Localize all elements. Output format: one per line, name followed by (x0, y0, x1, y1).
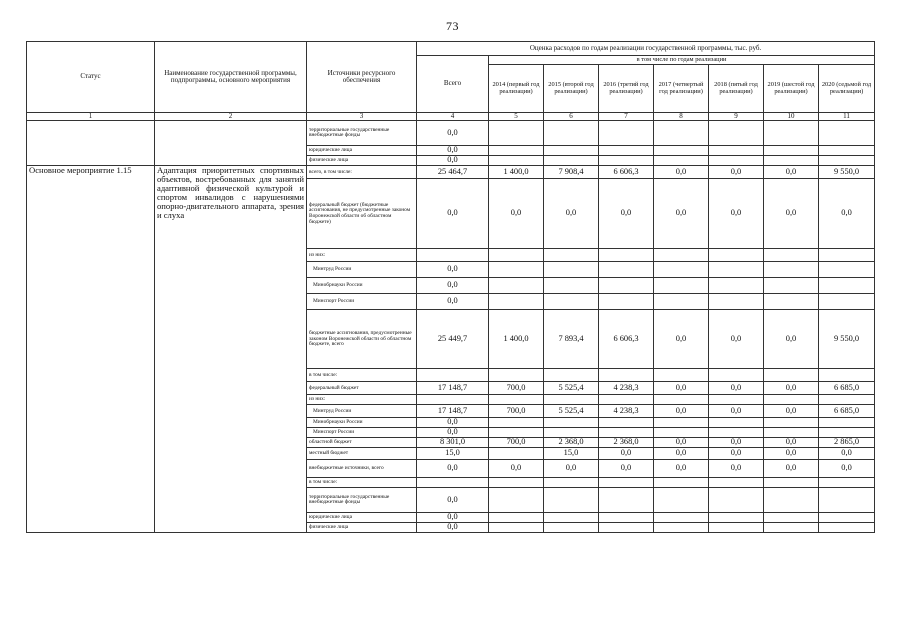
total-cell: 0,0 (417, 179, 489, 249)
year-value-cell (599, 156, 654, 166)
year-value-cell (489, 156, 544, 166)
year-value-cell (709, 146, 764, 156)
year-value-cell (709, 395, 764, 405)
year-value-cell: 0,0 (819, 448, 875, 460)
year-value-cell: 700,0 (489, 382, 544, 395)
year-value-cell (544, 478, 599, 488)
year-value-cell: 0,0 (544, 460, 599, 478)
source-cell: территориальные государственные внебюджетные фонды (307, 121, 417, 146)
source-cell: в том числе: (307, 478, 417, 488)
year-value-cell (544, 121, 599, 146)
total-cell: 0,0 (417, 156, 489, 166)
header-year-2020: 2020 (седьмой год реализации) (819, 65, 875, 113)
table-body (27, 121, 875, 533)
year-value-cell (599, 249, 654, 262)
year-value-cell (599, 523, 654, 533)
year-value-cell: 4 238,3 (599, 405, 654, 418)
year-value-cell (489, 418, 544, 428)
total-cell: 0,0 (417, 146, 489, 156)
source-cell: Минобрнауки России (307, 418, 417, 428)
year-value-cell: 0,0 (654, 438, 709, 448)
year-value-cell (654, 523, 709, 533)
year-value-cell (819, 249, 875, 262)
year-value-cell (599, 478, 654, 488)
year-value-cell: 0,0 (764, 448, 819, 460)
year-value-cell: 0,0 (654, 310, 709, 369)
header-year-2019: 2019 (шестой год реализации) (764, 65, 819, 113)
year-value-cell (819, 156, 875, 166)
year-value-cell (709, 294, 764, 310)
year-value-cell (709, 121, 764, 146)
column-number: 11 (819, 113, 875, 121)
source-cell: Минспорт России (307, 428, 417, 438)
year-value-cell: 0,0 (764, 438, 819, 448)
year-value-cell (489, 146, 544, 156)
source-cell: Минтруд России (307, 262, 417, 278)
source-cell: федеральный бюджет (307, 382, 417, 395)
year-value-cell (709, 156, 764, 166)
header-sources: Источники ресурсного обеспечения (307, 42, 417, 113)
total-cell: 0,0 (417, 513, 489, 523)
activity-status: Основное мероприятие 1.15 (27, 166, 155, 533)
year-value-cell (819, 513, 875, 523)
year-value-cell (544, 249, 599, 262)
year-value-cell (764, 121, 819, 146)
year-value-cell: 0,0 (764, 179, 819, 249)
year-value-cell (599, 513, 654, 523)
year-value-cell: 6 606,3 (599, 310, 654, 369)
year-value-cell (764, 294, 819, 310)
year-value-cell (599, 146, 654, 156)
total-cell: 0,0 (417, 428, 489, 438)
header-year-2018: 2018 (пятый год реализации) (709, 65, 764, 113)
year-value-cell (599, 488, 654, 513)
total-cell: 0,0 (417, 488, 489, 513)
column-number: 2 (155, 113, 307, 121)
activity-name: Адаптация приоритетных спортивных объектов, востребованных для занятий адаптивной физической культурой и спортом инвалидов с нарушениями опорно-двигательного аппарата, зрения и слуха (155, 166, 307, 533)
year-value-cell (819, 428, 875, 438)
year-value-cell (764, 395, 819, 405)
year-value-cell: 4 238,3 (599, 382, 654, 395)
year-value-cell: 0,0 (764, 166, 819, 179)
year-value-cell (654, 395, 709, 405)
column-number: 3 (307, 113, 417, 121)
year-value-cell (819, 369, 875, 382)
year-value-cell (489, 478, 544, 488)
year-value-cell (544, 418, 599, 428)
total-cell (417, 478, 489, 488)
year-value-cell (819, 146, 875, 156)
header-estimate: Оценка расходов по годам реализации государственной программы, тыс. руб. (417, 42, 875, 56)
year-value-cell (489, 278, 544, 294)
column-number: 9 (709, 113, 764, 121)
column-number: 10 (764, 113, 819, 121)
year-value-cell: 7 893,4 (544, 310, 599, 369)
header-total: Всего (417, 56, 489, 113)
year-value-cell (764, 488, 819, 513)
year-value-cell: 0,0 (709, 448, 764, 460)
year-value-cell: 0,0 (489, 460, 544, 478)
year-value-cell (764, 428, 819, 438)
year-value-cell (489, 448, 544, 460)
year-value-cell: 6 685,0 (819, 405, 875, 418)
year-value-cell: 0,0 (599, 179, 654, 249)
total-cell: 17 148,7 (417, 405, 489, 418)
source-cell: федеральный бюджет (бюджетные ассигнования, не предусмотренные законом Воронежской области об областном бюджете) (307, 179, 417, 249)
year-value-cell (544, 395, 599, 405)
header-name: Наименование государственной программы, подпрограммы, основного мероприятия (155, 42, 307, 113)
source-cell: юридические лица (307, 513, 417, 523)
column-number: 8 (654, 113, 709, 121)
year-value-cell (654, 156, 709, 166)
year-value-cell (654, 478, 709, 488)
year-value-cell (654, 513, 709, 523)
year-value-cell (709, 513, 764, 523)
column-number: 5 (489, 113, 544, 121)
year-value-cell (709, 478, 764, 488)
total-cell: 0,0 (417, 523, 489, 533)
total-cell: 0,0 (417, 278, 489, 294)
column-number: 6 (544, 113, 599, 121)
column-number: 7 (599, 113, 654, 121)
year-value-cell: 0,0 (654, 179, 709, 249)
year-value-cell (489, 121, 544, 146)
year-value-cell: 9 550,0 (819, 166, 875, 179)
year-value-cell (709, 488, 764, 513)
year-value-cell (654, 294, 709, 310)
year-value-cell (764, 513, 819, 523)
source-cell: юридические лица (307, 146, 417, 156)
year-value-cell: 0,0 (654, 460, 709, 478)
year-value-cell: 6 606,3 (599, 166, 654, 179)
source-cell: бюджетные ассигнования, предусмотренные законом Воронежской области об областном бюджете, всего (307, 310, 417, 369)
year-value-cell: 9 550,0 (819, 310, 875, 369)
year-value-cell (489, 249, 544, 262)
year-value-cell: 2 865,0 (819, 438, 875, 448)
year-value-cell: 0,0 (489, 179, 544, 249)
source-cell: из них: (307, 395, 417, 405)
year-value-cell (489, 395, 544, 405)
year-value-cell (489, 523, 544, 533)
year-value-cell (764, 418, 819, 428)
year-value-cell (544, 156, 599, 166)
header-year-2017: 2017 (четвертый год реализации) (654, 65, 709, 113)
source-cell: территориальные государственные внебюджетные фонды (307, 488, 417, 513)
column-number-row (27, 113, 875, 121)
year-value-cell (709, 262, 764, 278)
year-value-cell (819, 478, 875, 488)
year-value-cell: 0,0 (709, 438, 764, 448)
year-value-cell: 6 685,0 (819, 382, 875, 395)
name-cell-empty (155, 121, 307, 166)
year-value-cell (764, 478, 819, 488)
year-value-cell (819, 395, 875, 405)
total-cell (417, 249, 489, 262)
year-value-cell: 0,0 (709, 460, 764, 478)
source-cell: Минтруд России (307, 405, 417, 418)
year-value-cell (709, 249, 764, 262)
column-number: 1 (27, 113, 155, 121)
year-value-cell (489, 262, 544, 278)
year-value-cell (599, 278, 654, 294)
source-cell: физические лица (307, 523, 417, 533)
year-value-cell (654, 249, 709, 262)
total-cell: 0,0 (417, 294, 489, 310)
table-row (27, 121, 875, 146)
year-value-cell: 0,0 (654, 405, 709, 418)
total-cell: 17 148,7 (417, 382, 489, 395)
year-value-cell (599, 369, 654, 382)
year-value-cell: 5 525,4 (544, 405, 599, 418)
source-cell: местный бюджет (307, 448, 417, 460)
year-value-cell (764, 249, 819, 262)
year-value-cell (599, 121, 654, 146)
total-cell: 15,0 (417, 448, 489, 460)
year-value-cell: 0,0 (599, 448, 654, 460)
year-value-cell (709, 523, 764, 533)
header-by-years: в том числе по годам реализации (489, 56, 875, 65)
source-cell: всего, в том числе: (307, 166, 417, 179)
year-value-cell (819, 294, 875, 310)
table-row (27, 166, 875, 179)
year-value-cell: 0,0 (654, 166, 709, 179)
year-value-cell (544, 146, 599, 156)
year-value-cell (654, 418, 709, 428)
year-value-cell (654, 488, 709, 513)
year-value-cell (764, 369, 819, 382)
total-cell: 0,0 (417, 262, 489, 278)
year-value-cell (819, 488, 875, 513)
total-cell: 0,0 (417, 418, 489, 428)
year-value-cell (544, 369, 599, 382)
year-value-cell (544, 523, 599, 533)
year-value-cell (709, 418, 764, 428)
year-value-cell (819, 278, 875, 294)
year-value-cell (819, 121, 875, 146)
year-value-cell: 700,0 (489, 438, 544, 448)
year-value-cell (599, 294, 654, 310)
year-value-cell (819, 523, 875, 533)
year-value-cell (489, 369, 544, 382)
year-value-cell (599, 428, 654, 438)
source-cell: в том числе: (307, 369, 417, 382)
year-value-cell (654, 428, 709, 438)
year-value-cell: 15,0 (544, 448, 599, 460)
total-cell: 0,0 (417, 460, 489, 478)
page-number: 73 (446, 19, 459, 33)
source-cell: Минспорт России (307, 294, 417, 310)
year-value-cell: 0,0 (764, 382, 819, 395)
total-cell: 25 464,7 (417, 166, 489, 179)
year-value-cell (764, 146, 819, 156)
year-value-cell (544, 294, 599, 310)
year-value-cell: 0,0 (599, 460, 654, 478)
source-cell: внебюджетные источники, всего (307, 460, 417, 478)
year-value-cell (709, 369, 764, 382)
year-value-cell: 0,0 (819, 179, 875, 249)
year-value-cell (544, 513, 599, 523)
year-value-cell (544, 262, 599, 278)
year-value-cell: 0,0 (544, 179, 599, 249)
year-value-cell (654, 146, 709, 156)
budget-table (26, 41, 875, 533)
header-status: Статус (27, 42, 155, 113)
year-value-cell: 0,0 (709, 382, 764, 395)
year-value-cell (544, 428, 599, 438)
year-value-cell (654, 121, 709, 146)
year-value-cell (654, 262, 709, 278)
year-value-cell (764, 262, 819, 278)
year-value-cell: 7 908,4 (544, 166, 599, 179)
year-value-cell (544, 488, 599, 513)
source-cell: Минобрнауки России (307, 278, 417, 294)
status-cell-empty (27, 121, 155, 166)
year-value-cell (819, 262, 875, 278)
year-value-cell (709, 278, 764, 294)
source-cell: физические лица (307, 156, 417, 166)
source-cell: из них: (307, 249, 417, 262)
column-number: 4 (417, 113, 489, 121)
year-value-cell: 0,0 (709, 310, 764, 369)
year-value-cell: 1 400,0 (489, 166, 544, 179)
year-value-cell (489, 294, 544, 310)
year-value-cell: 700,0 (489, 405, 544, 418)
year-value-cell (764, 523, 819, 533)
total-cell: 0,0 (417, 121, 489, 146)
year-value-cell (599, 262, 654, 278)
year-value-cell: 0,0 (764, 405, 819, 418)
total-cell (417, 395, 489, 405)
header-year-2016: 2016 (третий год реализации) (599, 65, 654, 113)
year-value-cell (489, 513, 544, 523)
year-value-cell: 0,0 (654, 382, 709, 395)
header-year-2015: 2015 (второй год реализации) (544, 65, 599, 113)
total-cell: 8 301,0 (417, 438, 489, 448)
total-cell (417, 369, 489, 382)
year-value-cell: 0,0 (709, 405, 764, 418)
year-value-cell (654, 369, 709, 382)
year-value-cell (599, 418, 654, 428)
year-value-cell: 2 368,0 (544, 438, 599, 448)
year-value-cell: 0,0 (654, 448, 709, 460)
header-year-2014: 2014 (первый год реализации) (489, 65, 544, 113)
year-value-cell: 0,0 (709, 166, 764, 179)
source-cell: областной бюджет (307, 438, 417, 448)
year-value-cell (764, 278, 819, 294)
year-value-cell (654, 278, 709, 294)
year-value-cell (489, 428, 544, 438)
year-value-cell: 2 368,0 (599, 438, 654, 448)
year-value-cell (489, 488, 544, 513)
year-value-cell: 0,0 (819, 460, 875, 478)
year-value-cell: 0,0 (764, 310, 819, 369)
year-value-cell: 0,0 (709, 179, 764, 249)
total-cell: 25 449,7 (417, 310, 489, 369)
year-value-cell (599, 395, 654, 405)
year-value-cell (709, 428, 764, 438)
year-value-cell (544, 278, 599, 294)
year-value-cell (819, 418, 875, 428)
year-value-cell (764, 156, 819, 166)
year-value-cell: 1 400,0 (489, 310, 544, 369)
year-value-cell: 0,0 (764, 460, 819, 478)
year-value-cell: 5 525,4 (544, 382, 599, 395)
